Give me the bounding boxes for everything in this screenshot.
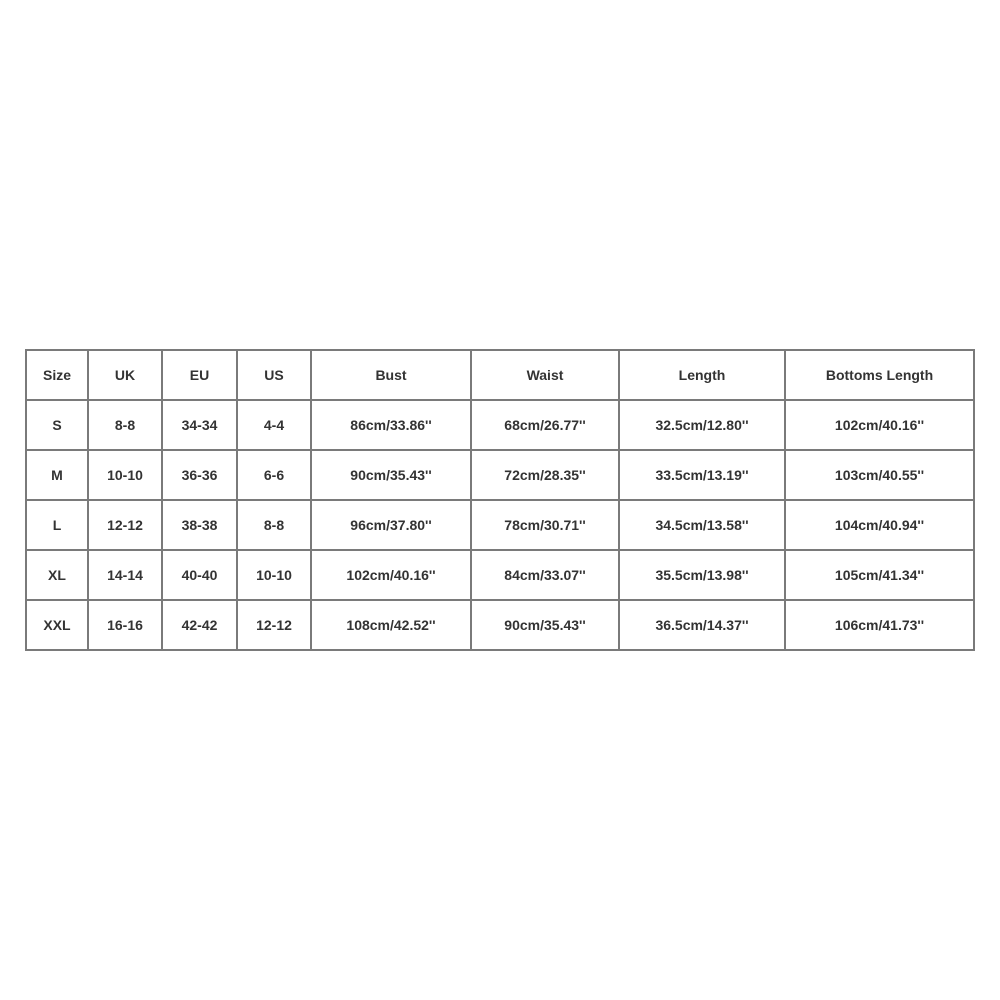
- table-row: [27, 501, 975, 551]
- table-row: [27, 401, 975, 451]
- table-cell-bottoms-length: 102cm/40.16'': [786, 401, 975, 451]
- header-cell-us: US: [238, 351, 312, 401]
- table-row: [27, 551, 975, 601]
- table-cell-size: L: [27, 501, 89, 551]
- table-row: [27, 601, 975, 651]
- size-chart-table: [25, 349, 975, 651]
- table-cell-length: 33.5cm/13.19'': [620, 451, 786, 501]
- header-cell-uk: UK: [89, 351, 163, 401]
- table-cell-bust: 108cm/42.52'': [312, 601, 472, 651]
- table-cell-bust: 86cm/33.86'': [312, 401, 472, 451]
- table-cell-bottoms-length: 106cm/41.73'': [786, 601, 975, 651]
- table-cell-uk: 16-16: [89, 601, 163, 651]
- header-cell-bottoms-length: Bottoms Length: [786, 351, 975, 401]
- table-cell-bottoms-length: 103cm/40.55'': [786, 451, 975, 501]
- table-cell-length: 32.5cm/12.80'': [620, 401, 786, 451]
- table-cell-us: 6-6: [238, 451, 312, 501]
- table-cell-length: 35.5cm/13.98'': [620, 551, 786, 601]
- table-cell-size: XXL: [27, 601, 89, 651]
- table-cell-eu: 40-40: [163, 551, 238, 601]
- header-cell-waist: Waist: [472, 351, 620, 401]
- table-cell-waist: 84cm/33.07'': [472, 551, 620, 601]
- table-cell-uk: 8-8: [89, 401, 163, 451]
- table-cell-waist: 78cm/30.71'': [472, 501, 620, 551]
- table-cell-uk: 12-12: [89, 501, 163, 551]
- table-cell-length: 36.5cm/14.37'': [620, 601, 786, 651]
- header-cell-bust: Bust: [312, 351, 472, 401]
- table-cell-length: 34.5cm/13.58'': [620, 501, 786, 551]
- table-cell-waist: 90cm/35.43'': [472, 601, 620, 651]
- table-cell-bottoms-length: 104cm/40.94'': [786, 501, 975, 551]
- table-cell-eu: 34-34: [163, 401, 238, 451]
- table-cell-uk: 10-10: [89, 451, 163, 501]
- table-cell-bust: 90cm/35.43'': [312, 451, 472, 501]
- table-cell-eu: 38-38: [163, 501, 238, 551]
- table-cell-waist: 68cm/26.77'': [472, 401, 620, 451]
- table-cell-eu: 36-36: [163, 451, 238, 501]
- table-cell-size: M: [27, 451, 89, 501]
- table-cell-us: 8-8: [238, 501, 312, 551]
- header-cell-length: Length: [620, 351, 786, 401]
- table-cell-bust: 102cm/40.16'': [312, 551, 472, 601]
- header-cell-eu: EU: [163, 351, 238, 401]
- table-cell-size: S: [27, 401, 89, 451]
- header-cell-size: Size: [27, 351, 89, 401]
- table-cell-size: XL: [27, 551, 89, 601]
- table-cell-us: 12-12: [238, 601, 312, 651]
- table-cell-bottoms-length: 105cm/41.34'': [786, 551, 975, 601]
- table-cell-us: 10-10: [238, 551, 312, 601]
- header-row: [27, 351, 975, 401]
- table-cell-bust: 96cm/37.80'': [312, 501, 472, 551]
- table-cell-eu: 42-42: [163, 601, 238, 651]
- table-cell-uk: 14-14: [89, 551, 163, 601]
- table-cell-waist: 72cm/28.35'': [472, 451, 620, 501]
- table-row: [27, 451, 975, 501]
- table-cell-us: 4-4: [238, 401, 312, 451]
